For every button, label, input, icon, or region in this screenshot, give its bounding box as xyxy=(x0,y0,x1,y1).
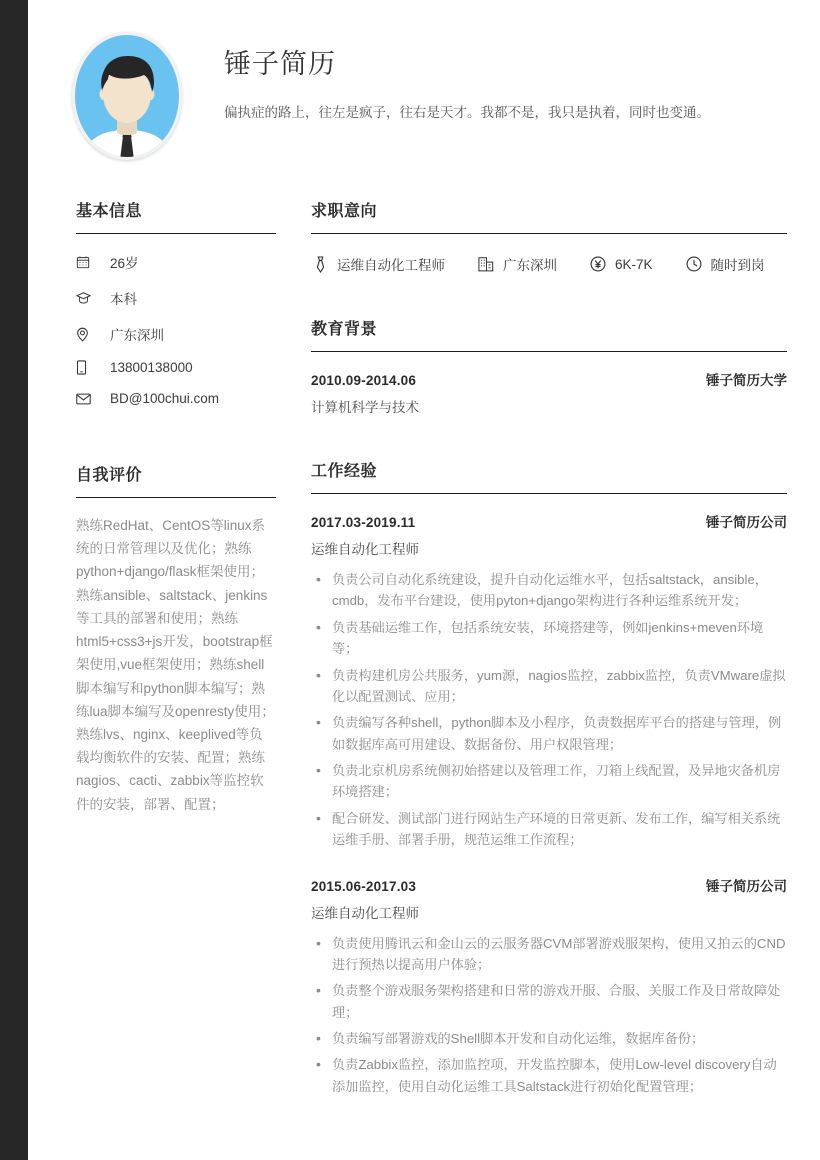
section-divider xyxy=(76,497,276,498)
entry-organization: 锤子简历公司 xyxy=(706,515,787,530)
resume-content xyxy=(28,0,820,1160)
section-education xyxy=(311,316,787,416)
self-evaluation-body: 熟练RedHat、CentOS等linux系统的日常管理以及优化；熟练python+django/flask框架使用；熟练ansible、saltstack、jenkins等工具的部署和使用；熟练html5+css3+js开发，bootstrap框架使用,vue框架使用；熟练shell脚本编写和python脚本编写；熟练lua脚本编写及openresty使用；熟练lvs、nginx、keeplived等负载均衡软件的安装、配置；熟练nagios、cacti、zabbix等监控软件的安装，部署、配置； xyxy=(76,518,275,812)
mobile-phone-icon xyxy=(76,360,98,375)
entry-date: 2015.06-2017.03 xyxy=(311,878,417,894)
section-title-work-experience: 工作经验 xyxy=(311,463,378,480)
entry-bullet-list xyxy=(311,569,787,851)
list-item xyxy=(76,360,276,375)
section-work-experience xyxy=(311,458,787,1097)
entry-organization: 锤子简历公司 xyxy=(706,878,787,894)
list-item: • 配合研发、测试部门进行网站生产环境的日常更新、发布工作，编写相关系统运维手册、部署手册，规范运维工作流程； xyxy=(311,808,787,851)
section-divider xyxy=(311,233,787,234)
yen-coin-icon xyxy=(589,255,607,273)
avatar xyxy=(72,32,182,160)
section-divider xyxy=(311,351,787,352)
job-intention-availability xyxy=(685,254,765,274)
location-pin-icon xyxy=(76,327,98,342)
graduation-cap-icon xyxy=(76,291,98,305)
basic-info-value: 本科 xyxy=(110,292,137,307)
work-entry xyxy=(311,875,787,1098)
entry-header xyxy=(311,369,787,389)
entry-date: 2010.09-2014.06 xyxy=(311,373,417,388)
job-intention-value: 运维自动化工程师 xyxy=(337,258,445,273)
resume-header xyxy=(28,0,820,160)
section-job-intention xyxy=(311,198,787,274)
education-entry xyxy=(311,369,787,416)
entry-subtitle: 计算机科学与技术 xyxy=(311,400,419,415)
avatar-wrapper xyxy=(72,32,182,160)
calendar-icon xyxy=(76,255,98,269)
header-tagline: 偏执症的路上，往左是疯子，往右是天才。我都不是，我只是执着，同时也变通。 xyxy=(224,104,710,120)
clock-icon xyxy=(685,255,703,273)
list-item: • 负责公司自动化系统建设，提升自动化运维水平，包括saltstack，ansible，cmdb，发布平台建设，使用pyton+django架构进行各种运维系统开发； xyxy=(311,569,787,612)
list-item xyxy=(76,391,276,406)
list-item: • 负责北京机房系统侧初始搭建以及管理工作，刀箱上线配置，及异地灾备机房环境搭建； xyxy=(311,760,787,803)
section-title-basic-info: 基本信息 xyxy=(76,203,143,220)
list-item xyxy=(76,324,276,344)
basic-info-value: BD@100chui.com xyxy=(110,391,220,406)
job-intention-position xyxy=(311,254,445,274)
section-title-job-intention: 求职意向 xyxy=(311,203,378,220)
list-item: • 负责基础运维工作，包括系统安装，环境搭建等，例如jenkins+meven环境等； xyxy=(311,617,787,660)
list-item xyxy=(76,288,276,308)
building-icon xyxy=(477,255,495,273)
job-intention-value: 广东深圳 xyxy=(503,258,557,273)
left-column xyxy=(28,198,276,1102)
entry-organization: 锤子简历大学 xyxy=(706,373,787,388)
work-entry xyxy=(311,511,787,851)
section-divider xyxy=(76,233,276,234)
list-item xyxy=(76,252,276,272)
list-item: • 负责Zabbix监控，添加监控项，开发监控脚本，使用Low-level discovery自动添加监控，使用自动化运维工具Saltstack进行初始化配置管理； xyxy=(311,1054,787,1097)
job-intention-location xyxy=(477,254,557,274)
list-item: • 负责编写部署游戏的Shell脚本开发和自动化运维，数据库备份； xyxy=(311,1028,787,1049)
envelope-icon xyxy=(76,393,98,405)
job-intention-salary xyxy=(589,255,653,273)
resume-columns xyxy=(28,160,820,1102)
right-column xyxy=(276,198,820,1102)
job-intention-value: 6K-7K xyxy=(615,256,653,272)
basic-info-value: 26岁 xyxy=(110,256,139,271)
job-intention-row xyxy=(311,254,787,274)
list-item: • 负责使用腾讯云和金山云的云服务器CVM部署游戏服架构，使用又拍云的CND进行预热以提高用户体验； xyxy=(311,933,787,976)
list-item: • 负责编写各种shell，python脚本及小程序，负责数据库平台的搭建与管理，例如数据库高可用建设、数据备份、用户权限管理； xyxy=(311,712,787,755)
list-item: • 负责整个游戏服务架构搭建和日常的游戏开服、合服、关服工作及日常故障处理； xyxy=(311,980,787,1023)
section-title-education: 教育背景 xyxy=(311,321,378,338)
entry-header xyxy=(311,511,787,531)
basic-info-list xyxy=(76,252,276,406)
page-title: 锤子简历 xyxy=(224,49,336,79)
entry-subtitle: 运维自动化工程师 xyxy=(311,905,419,921)
job-intention-value: 随时到岗 xyxy=(710,258,765,273)
basic-info-value: 13800138000 xyxy=(110,360,193,375)
section-self-evaluation xyxy=(76,462,276,816)
section-basic-info xyxy=(76,198,276,406)
header-text xyxy=(182,32,710,123)
basic-info-value: 广东深圳 xyxy=(110,328,164,343)
section-title-self-evaluation: 自我评价 xyxy=(76,467,143,484)
list-item: • 负责构建机房公共服务，yum源，nagios监控，zabbix监控，负责VMware虚拟化以配置测试、应用； xyxy=(311,665,787,708)
necktie-icon xyxy=(311,255,329,273)
left-accent-rail xyxy=(0,0,28,1160)
entry-bullet-list xyxy=(311,933,787,1098)
entry-date: 2017.03-2019.11 xyxy=(311,515,416,530)
entry-header xyxy=(311,875,787,895)
avatar-illustration-icon xyxy=(72,32,182,160)
entry-subtitle: 运维自动化工程师 xyxy=(311,542,419,557)
section-divider xyxy=(311,493,787,494)
